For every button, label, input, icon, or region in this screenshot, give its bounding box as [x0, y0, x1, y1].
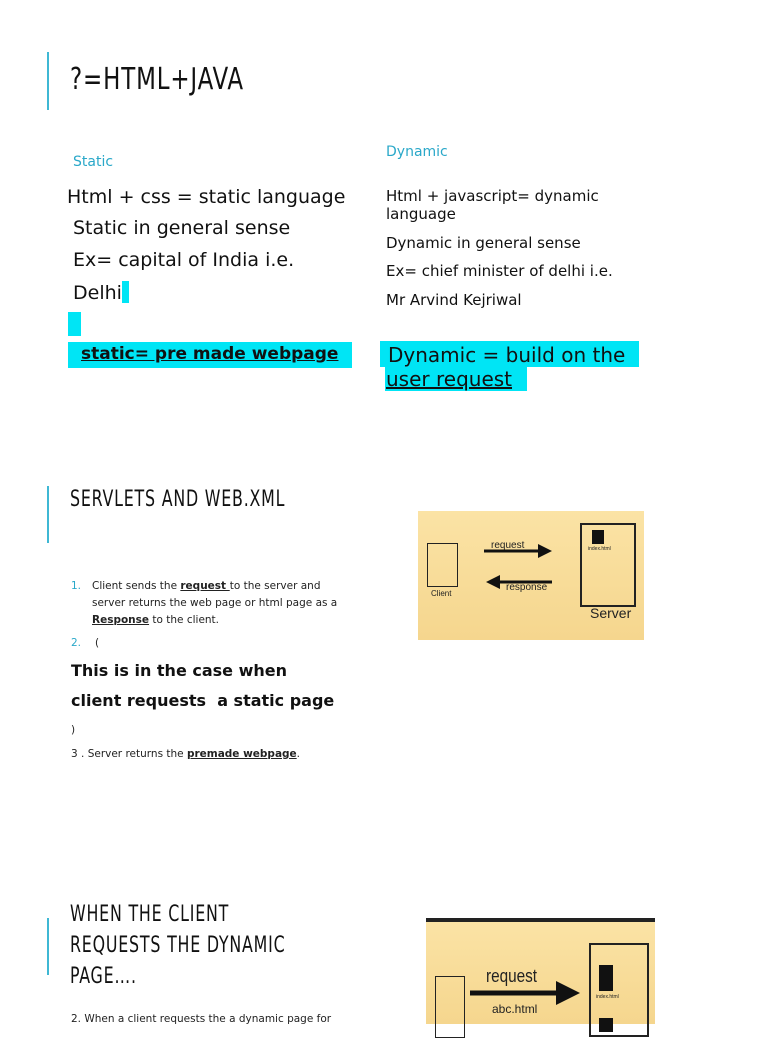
- dynamic-line-2: Dynamic in general sense: [386, 234, 581, 252]
- server-box: [580, 523, 636, 607]
- response-term: Response: [92, 614, 150, 626]
- dynamic-heading: Dynamic: [386, 144, 448, 160]
- list-item-dynamic: 2. When a client requests the a dynamic page for: [71, 1013, 332, 1025]
- static-line-4-text: Delhi: [73, 282, 122, 304]
- static-highlight: [68, 342, 352, 368]
- slide-title-3-line-2: REQUESTS THE DYNAMIC: [70, 933, 286, 958]
- static-line-3: Ex= capital of India i.e.: [73, 249, 295, 271]
- index-label: index.html: [588, 546, 611, 552]
- premade-webpage-term: premade webpage: [186, 748, 297, 760]
- list-item-1-number: 1.: [71, 580, 82, 592]
- static-heading: Static: [73, 154, 114, 170]
- dynamic-highlight-line-1: Dynamic = build on the: [388, 343, 626, 367]
- request-label-2: request: [486, 966, 538, 986]
- list-item-1: 1. Client sends the request to the server and server returns the web page or html page as a Response to the client.: [71, 580, 338, 626]
- title-accent-bar-2: [47, 486, 49, 543]
- slide-title-2: SERVLETS AND WEB.XML: [70, 487, 286, 512]
- static-line-2: Static in general sense: [73, 217, 291, 239]
- title-accent-bar-3: [47, 918, 49, 975]
- static-line-1: Html + css = static language: [67, 186, 346, 208]
- file-label: abc.html: [492, 1002, 538, 1016]
- index-label-2: index.html: [596, 994, 619, 1000]
- dynamic-line-3: Ex= chief minister of delhi i.e.: [386, 262, 613, 280]
- highlight-mark: [68, 312, 81, 336]
- dynamic-line-1b: language: [386, 205, 456, 223]
- request-label: request: [491, 540, 525, 551]
- list-item-2: 2. (: [71, 635, 99, 652]
- page-icon-2: [599, 965, 613, 991]
- slide-title-3-line-3: PAGE….: [70, 964, 137, 989]
- bold-note-line-1: This is in the case when: [71, 661, 288, 680]
- client-box-2: [435, 976, 465, 1038]
- slide-title: ?=HTML+JAVA: [70, 62, 244, 97]
- close-paren: ): [71, 724, 76, 736]
- static-highlight-text: static= pre made webpage: [81, 344, 339, 364]
- page-icon-3: [599, 1018, 613, 1032]
- dynamic-request-diagram: [426, 922, 655, 1024]
- list-item-3: 3 . Server returns the premade webpage.: [71, 748, 301, 760]
- client-server-diagram: [418, 511, 644, 640]
- client-box: [427, 543, 458, 587]
- server-box-2: [589, 943, 649, 1037]
- static-line-4: [73, 281, 129, 304]
- slide-title-3-line-1: WHEN THE CLIENT: [70, 902, 230, 927]
- dynamic-line-4: Mr Arvind Kejriwal: [386, 291, 522, 309]
- client-label: Client: [431, 589, 452, 598]
- bold-note-line-2: client requests a static page: [71, 691, 335, 710]
- request-term: request: [180, 580, 230, 592]
- request-arrow: [484, 543, 554, 559]
- dynamic-highlight-line-2: user request: [386, 367, 513, 391]
- server-label: Server: [590, 605, 632, 621]
- list-item-2-number: 2.: [71, 637, 82, 649]
- page-icon: [592, 530, 604, 544]
- dynamic-line-1a: Html + javascript= dynamic: [386, 187, 599, 205]
- title-accent-bar: [47, 52, 49, 110]
- response-label: response: [506, 582, 548, 593]
